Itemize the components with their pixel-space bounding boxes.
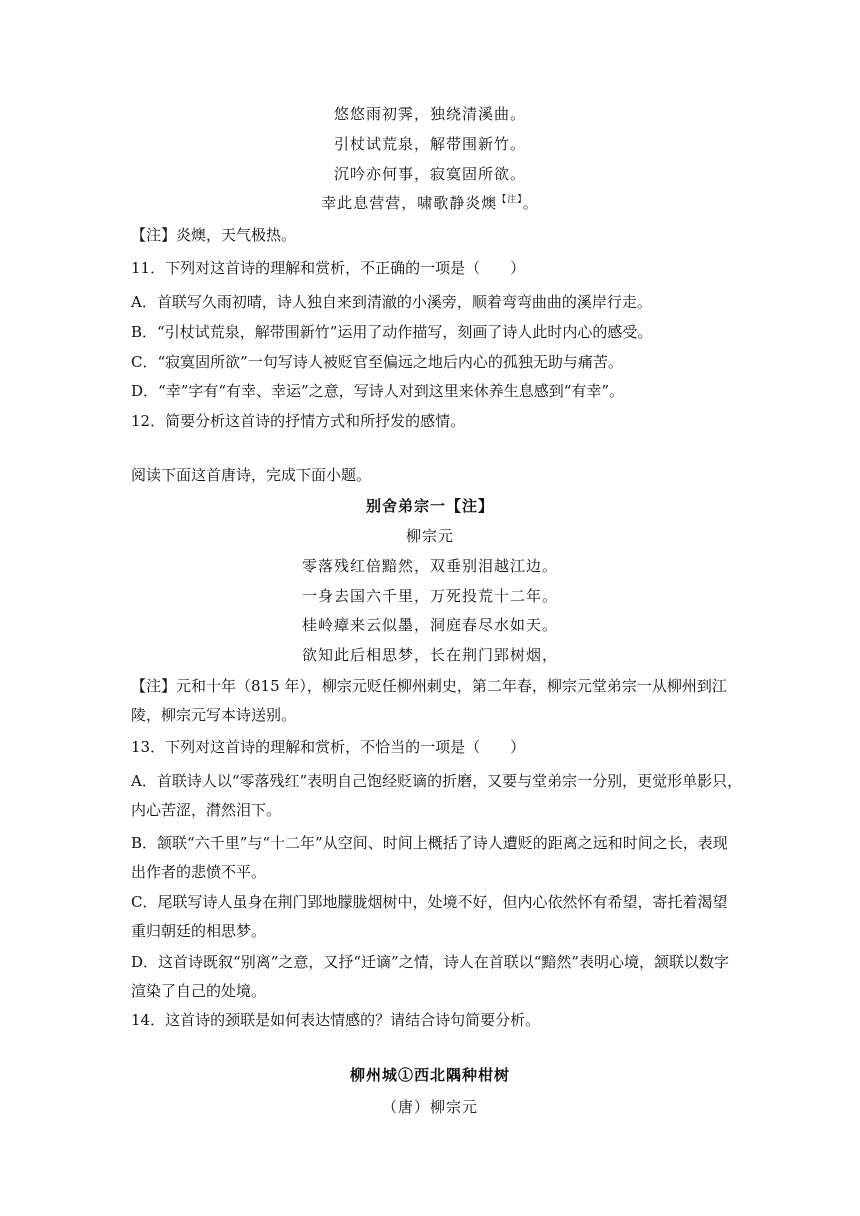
question-13-stem: 13．下列对这首诗的理解和赏析，不恰当的一项是（ ） bbox=[131, 738, 526, 756]
poem2-note-line-1: 【注】元和十年（815 年），柳宗元贬任柳州刺史，第二年春，柳宗元堂弟宗一从柳州到江 bbox=[131, 677, 727, 695]
poem2-line-2: 一身去国六千里，万死投荒十二年。 bbox=[301, 587, 558, 605]
poem2-title: 别舍弟宗一【注】 bbox=[365, 497, 494, 515]
poem1-line-4 bbox=[0, 193, 860, 213]
question-11-option-d: D．“幸”字有“有幸、幸运”之意，写诗人对到这里来休养生息感到“有幸”。 bbox=[131, 382, 625, 400]
poem1-line-4-end: 。 bbox=[522, 194, 539, 212]
poem1-line-4-text: 幸此息营营，啸歌静炎燠 bbox=[321, 194, 498, 212]
question-11-option-c: C．“寂寞固所欲”一句写诗人被贬官至偏远之地后内心的孤独无助与痛苦。 bbox=[131, 353, 623, 371]
poem1-line-2: 引杖试荒泉，解带围新竹。 bbox=[333, 135, 526, 153]
question-11-stem: 11．下列对这首诗的理解和赏析，不正确的一项是（ ） bbox=[131, 259, 526, 277]
question-13-option-d-line-2: 渲染了自己的处境。 bbox=[131, 982, 267, 1000]
poem2-author: 柳宗元 bbox=[405, 527, 454, 545]
question-13-option-d-line-1: D．这首诗既叙“别离”之意，又抒“迁谪”之情，诗人在首联以“黯然”表明心境，颔联以数字 bbox=[131, 953, 730, 971]
poem2-line-4: 欲知此后相思梦，长在荆门郢树烟， bbox=[301, 646, 558, 664]
poem2-line-1: 零落残红倍黯然，双垂别泪越江边。 bbox=[301, 557, 558, 575]
question-13-option-c-line-1: C．尾联写诗人虽身在荆门郢地朦胧烟树中，处境不好，但内心依然怀有希望，寄托着渴望 bbox=[131, 893, 728, 911]
question-13-option-c-line-2: 重归朝廷的相思梦。 bbox=[131, 922, 267, 940]
poem1-note-mark: 【注】 bbox=[497, 195, 523, 205]
question-13-option-b-line-1: B．颔联“六千里”与“十二年”从空间、时间上概括了诗人遭贬的距离之远和时间之长，表现 bbox=[131, 834, 728, 852]
question-13-option-b-line-2: 出作者的悲愤不平。 bbox=[131, 863, 267, 881]
question-11-option-b: B．“引杖试荒泉，解带围新竹”运用了动作描写，刻画了诗人此时内心的感受。 bbox=[131, 323, 653, 341]
poem3-title: 柳州城①西北隅种柑树 bbox=[349, 1066, 510, 1084]
poem1-note: 【注】炎燠，天气极热。 bbox=[131, 226, 297, 244]
poem1-line-1: 悠悠雨初霁，独绕清溪曲。 bbox=[333, 105, 526, 123]
section2-intro: 阅读下面这首唐诗，完成下面小题。 bbox=[131, 466, 372, 484]
poem3-author: （唐）柳宗元 bbox=[381, 1098, 478, 1116]
question-14-stem: 14．这首诗的颈联是如何表达情感的？请结合诗句简要分析。 bbox=[131, 1011, 541, 1029]
poem1-line-3: 沉吟亦何事，寂寞固所欲。 bbox=[333, 165, 526, 183]
question-13-option-a-line-2: 内心苦涩，潸然泪下。 bbox=[131, 801, 282, 819]
poem2-line-3: 桂岭瘴来云似墨，洞庭春尽水如天。 bbox=[301, 616, 558, 634]
question-11-option-a: A．首联写久雨初晴，诗人独自来到清澈的小溪旁，顺着弯弯曲曲的溪岸行走。 bbox=[131, 293, 652, 311]
poem2-note-line-2: 陵，柳宗元写本诗送别。 bbox=[131, 706, 297, 724]
question-13-option-a-line-1: A．首联诗人以“零落残红”表明自己饱经贬谪的折磨，又要与堂弟宗一分别，更觉形单影只， bbox=[131, 772, 743, 790]
question-12-stem: 12．简要分析这首诗的抒情方式和所抒发的感情。 bbox=[131, 412, 466, 430]
